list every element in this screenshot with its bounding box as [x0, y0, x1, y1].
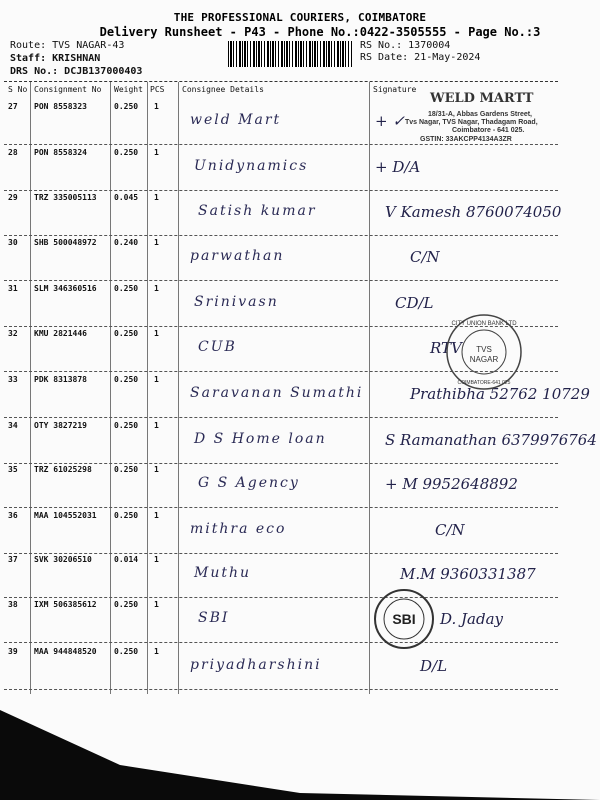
stamp-weld-addr1: 18/31-A, Abbas Gardens Street,	[428, 111, 533, 118]
row-sno: 33	[8, 375, 18, 384]
row-pcs: 1	[154, 511, 159, 520]
row-consignee-handwriting: priyadharshini	[190, 657, 322, 673]
row-signature-handwriting: RTV	[430, 339, 462, 357]
row-sno: 34	[8, 421, 18, 430]
cub-stamp-bottom: COIMBATORE-641 025	[457, 380, 511, 386]
row-consignment-no: PDK 8313878	[34, 375, 87, 384]
row-consignee-handwriting: Satish kumar	[198, 203, 317, 219]
row-weight: 0.250	[114, 102, 139, 111]
row-pcs: 1	[154, 284, 159, 293]
row-pcs: 1	[154, 465, 159, 474]
row-weight: 0.240	[114, 238, 139, 247]
col-header-sno: S No	[8, 85, 28, 94]
cub-stamp-center-2: NAGAR	[469, 355, 499, 364]
row-consignee-handwriting: G S Agency	[198, 475, 300, 491]
row-consignee-handwriting: mithra eco	[190, 521, 287, 537]
row-weight: 0.014	[114, 555, 139, 564]
col-header-consignment: Consignment No	[34, 85, 102, 94]
row-consignee-handwriting: Unidynamics	[194, 158, 309, 174]
row-divider	[4, 642, 558, 643]
rs-date: RS Date: 21-May-2024	[360, 52, 481, 63]
row-consignee-handwriting: parwathan	[190, 248, 285, 264]
company-title: THE PROFESSIONAL COURIERS, COIMBATORE	[173, 11, 427, 24]
row-signature-handwriting: V Kamesh 8760074050	[385, 203, 562, 221]
row-signature-handwriting: S Ramanathan 6379976764	[385, 431, 597, 449]
row-divider	[4, 597, 558, 598]
cub-bank-stamp	[444, 312, 524, 392]
col-header-weight: Weight	[114, 85, 143, 94]
row-consignment-no: MAA 104552031	[34, 511, 97, 520]
row-consignment-no: TRZ 335005113	[34, 193, 97, 202]
row-weight: 0.250	[114, 511, 139, 520]
row-pcs: 1	[154, 555, 159, 564]
row-divider	[4, 553, 558, 554]
row-divider	[4, 689, 558, 690]
row-signature-handwriting: C/N	[410, 248, 440, 266]
row-signature-handwriting: + M 9952648892	[385, 475, 518, 493]
stamp-weld-name: WELD MARTT	[430, 91, 534, 106]
row-signature-handwriting: D. Jaday	[440, 610, 504, 628]
row-signature-handwriting: M.M 9360331387	[400, 565, 536, 583]
row-pcs: 1	[154, 421, 159, 430]
col-line	[110, 82, 111, 694]
row-sno: 29	[8, 193, 18, 202]
row-weight: 0.250	[114, 375, 139, 384]
row-signature-handwriting: + ✓	[375, 112, 405, 130]
row-pcs: 1	[154, 193, 159, 202]
row-pcs: 1	[154, 102, 159, 111]
row-sno: 37	[8, 555, 18, 564]
row-divider	[4, 417, 558, 418]
drs-number: DRS No.: DCJB137000403	[10, 66, 143, 77]
row-pcs: 1	[154, 647, 159, 656]
row-sno: 28	[8, 148, 18, 157]
runsheet-title: Delivery Runsheet - P43 - Phone No.:0422-3505555 - Page No.:3	[99, 25, 541, 39]
sbi-seal-text: SBI	[392, 611, 416, 627]
scan-shadow	[0, 705, 600, 800]
row-consignment-no: OTY 3827219	[34, 421, 87, 430]
row-weight: 0.045	[114, 193, 139, 202]
row-divider	[4, 190, 558, 191]
row-sno: 31	[8, 284, 18, 293]
cub-stamp-center-1: TVS	[476, 345, 492, 354]
sbi-round-seal	[373, 588, 435, 650]
row-consignment-no: PON 8558324	[34, 148, 87, 157]
row-consignee-handwriting: Saravanan Sumathi	[190, 385, 364, 401]
row-pcs: 1	[154, 238, 159, 247]
row-pcs: 1	[154, 329, 159, 338]
row-consignment-no: IXM 506385612	[34, 600, 97, 609]
row-divider	[4, 235, 558, 236]
row-signature-handwriting: Prathibha 52762 10729	[410, 385, 590, 403]
row-consignee-handwriting: SBI	[198, 610, 230, 626]
row-consignment-no: MAA 944848520	[34, 647, 97, 656]
row-consignee-handwriting: CUB	[198, 339, 237, 355]
row-consignment-no: SHB 500048972	[34, 238, 97, 247]
row-consignee-handwriting: Muthu	[194, 565, 252, 581]
barcode	[228, 41, 352, 67]
col-line	[147, 82, 148, 694]
row-signature-handwriting: D/L	[420, 657, 448, 675]
stamp-weld-addr2: Tvs Nagar, TVS Nagar, Thadagam Road,	[405, 119, 538, 126]
row-divider	[4, 507, 558, 508]
weld-martt-stamp	[400, 92, 570, 152]
row-divider	[4, 463, 558, 464]
row-weight: 0.250	[114, 421, 139, 430]
staff-label: Staff: KRISHNAN	[10, 53, 101, 64]
row-consignment-no: SLM 346360516	[34, 284, 97, 293]
row-consignee-handwriting: weld Mart	[190, 112, 282, 128]
col-header-consignee: Consignee Details	[182, 85, 264, 94]
row-weight: 0.250	[114, 284, 139, 293]
row-weight: 0.250	[114, 465, 139, 474]
row-sno: 36	[8, 511, 18, 520]
row-signature-handwriting: + D/A	[375, 158, 421, 176]
row-signature-handwriting: C/N	[435, 521, 465, 539]
stamp-weld-addr3: Coimbatore - 641 025.	[452, 127, 525, 134]
row-weight: 0.250	[114, 600, 139, 609]
row-consignee-handwriting: D S Home loan	[194, 431, 327, 447]
row-signature-handwriting: CD/L	[395, 294, 434, 312]
row-consignment-no: PON 8558323	[34, 102, 87, 111]
col-line	[178, 82, 179, 694]
row-consignment-no: SVK 30206510	[34, 555, 92, 564]
header-divider	[4, 81, 558, 82]
cub-stamp-ring: CITY UNION BANK LTD	[451, 321, 517, 327]
row-sno: 27	[8, 102, 18, 111]
row-weight: 0.250	[114, 647, 139, 656]
row-divider	[4, 280, 558, 281]
row-weight: 0.250	[114, 329, 139, 338]
route-label: Route: TVS NAGAR-43	[10, 40, 125, 51]
row-weight: 0.250	[114, 148, 139, 157]
row-sno: 30	[8, 238, 18, 247]
row-sno: 35	[8, 465, 18, 474]
stamp-weld-gst: GSTIN: 33AKCPP4134A3ZR	[420, 136, 512, 143]
rs-number: RS No.: 1370004	[360, 40, 451, 51]
row-pcs: 1	[154, 600, 159, 609]
row-sno: 38	[8, 600, 18, 609]
row-consignee-handwriting: Srinivasn	[194, 294, 279, 310]
row-consignment-no: TRZ 61025298	[34, 465, 92, 474]
row-pcs: 1	[154, 375, 159, 384]
row-sno: 39	[8, 647, 18, 656]
row-sno: 32	[8, 329, 18, 338]
col-line	[30, 82, 31, 694]
row-consignment-no: KMU 2821446	[34, 329, 87, 338]
col-header-pcs: PCS	[150, 85, 165, 94]
col-line	[369, 82, 370, 694]
col-header-signature: Signature	[373, 85, 417, 94]
row-pcs: 1	[154, 148, 159, 157]
